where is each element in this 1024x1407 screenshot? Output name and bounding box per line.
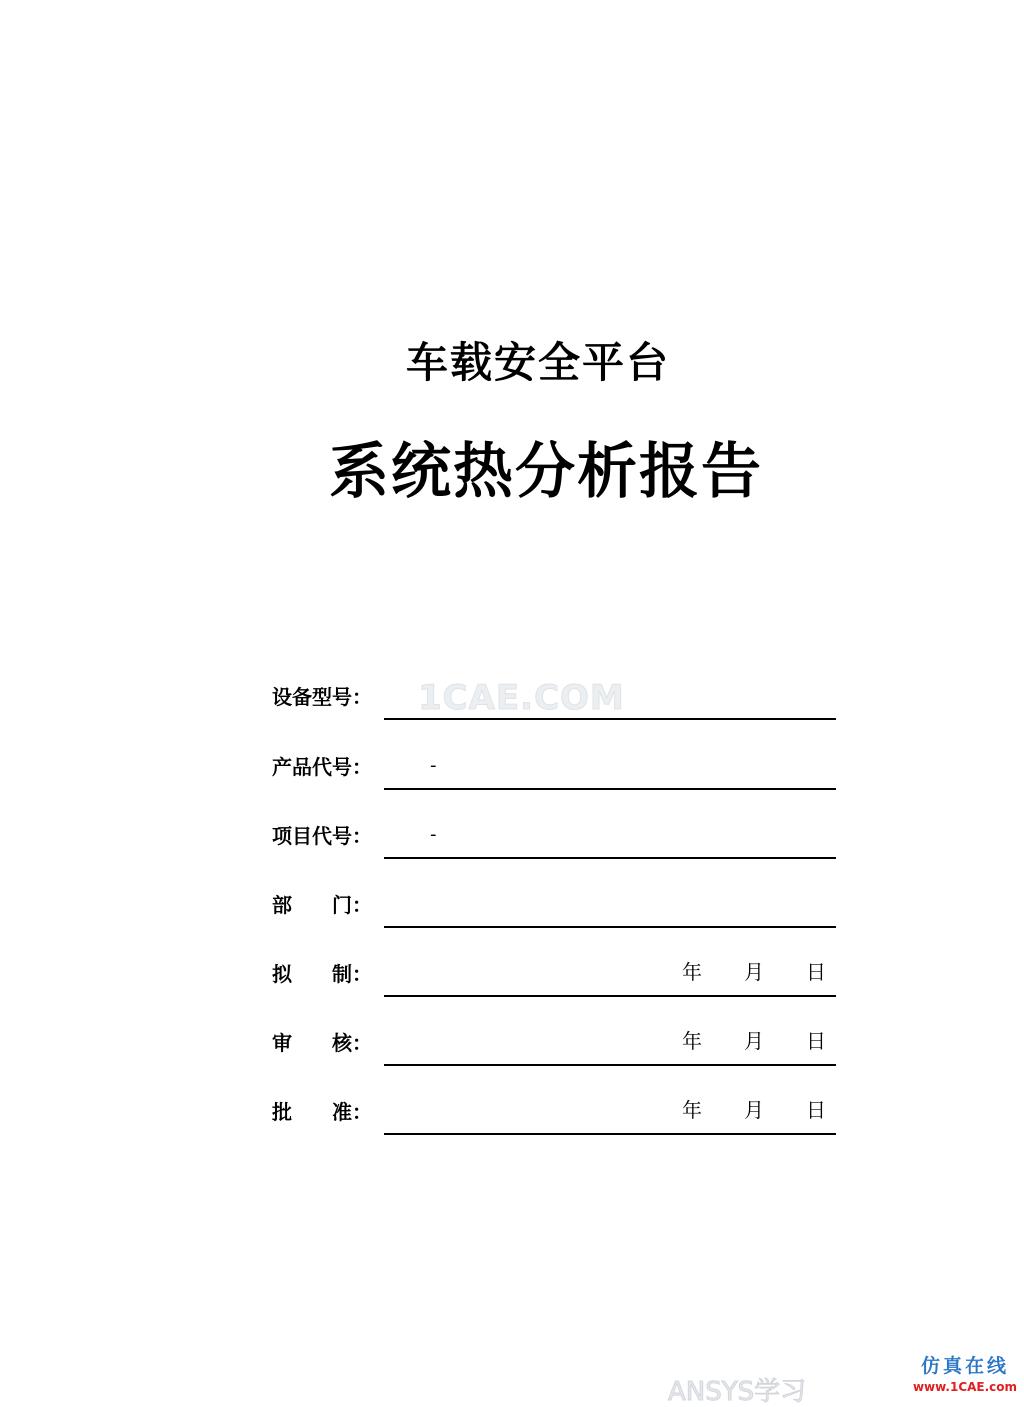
field-row-device-model xyxy=(272,676,836,720)
date-day-label: 日 xyxy=(806,1098,826,1122)
field-label: 批 准： xyxy=(272,1100,372,1124)
date-year-label: 年 xyxy=(682,1029,702,1053)
date-year-label: 年 xyxy=(682,960,702,984)
field-row-project-code xyxy=(272,815,836,859)
date-month-label: 月 xyxy=(744,1029,764,1053)
field-value: - xyxy=(430,824,437,845)
field-underline xyxy=(384,995,836,997)
date-year-label: 年 xyxy=(682,1098,702,1122)
field-label: 项目代号： xyxy=(272,824,372,848)
brand-watermark: 仿真在线 xyxy=(920,1355,1009,1377)
field-label: 设备型号： xyxy=(272,685,372,709)
date-day-label: 日 xyxy=(806,960,826,984)
field-label: 产品代号： xyxy=(272,755,372,779)
field-underline xyxy=(384,857,836,859)
field-row-approved xyxy=(272,1091,836,1135)
site-watermark: www.1CAE.com xyxy=(912,1380,1018,1394)
date-month-label: 月 xyxy=(744,1098,764,1122)
field-label: 部 门： xyxy=(272,893,372,917)
field-row-product-code xyxy=(272,746,836,790)
watermark-center: 1CAE.COM xyxy=(418,678,625,718)
page-title-top: 车载安全平台 xyxy=(405,338,670,387)
field-value: - xyxy=(430,755,437,776)
field-label: 审 核： xyxy=(272,1031,372,1055)
field-row-drafted xyxy=(272,953,836,997)
date-day-label: 日 xyxy=(806,1029,826,1053)
source-watermark: ANSYS学习 xyxy=(668,1377,807,1407)
field-underline xyxy=(384,1064,836,1066)
page-title-main: 系统热分析报告 xyxy=(329,437,763,507)
field-row-department xyxy=(272,884,836,928)
field-underline xyxy=(384,788,836,790)
field-row-reviewed xyxy=(272,1022,836,1066)
field-underline xyxy=(384,926,836,928)
field-underline xyxy=(384,1133,836,1135)
field-underline xyxy=(384,718,836,720)
field-label: 拟 制： xyxy=(272,962,372,986)
date-month-label: 月 xyxy=(744,960,764,984)
